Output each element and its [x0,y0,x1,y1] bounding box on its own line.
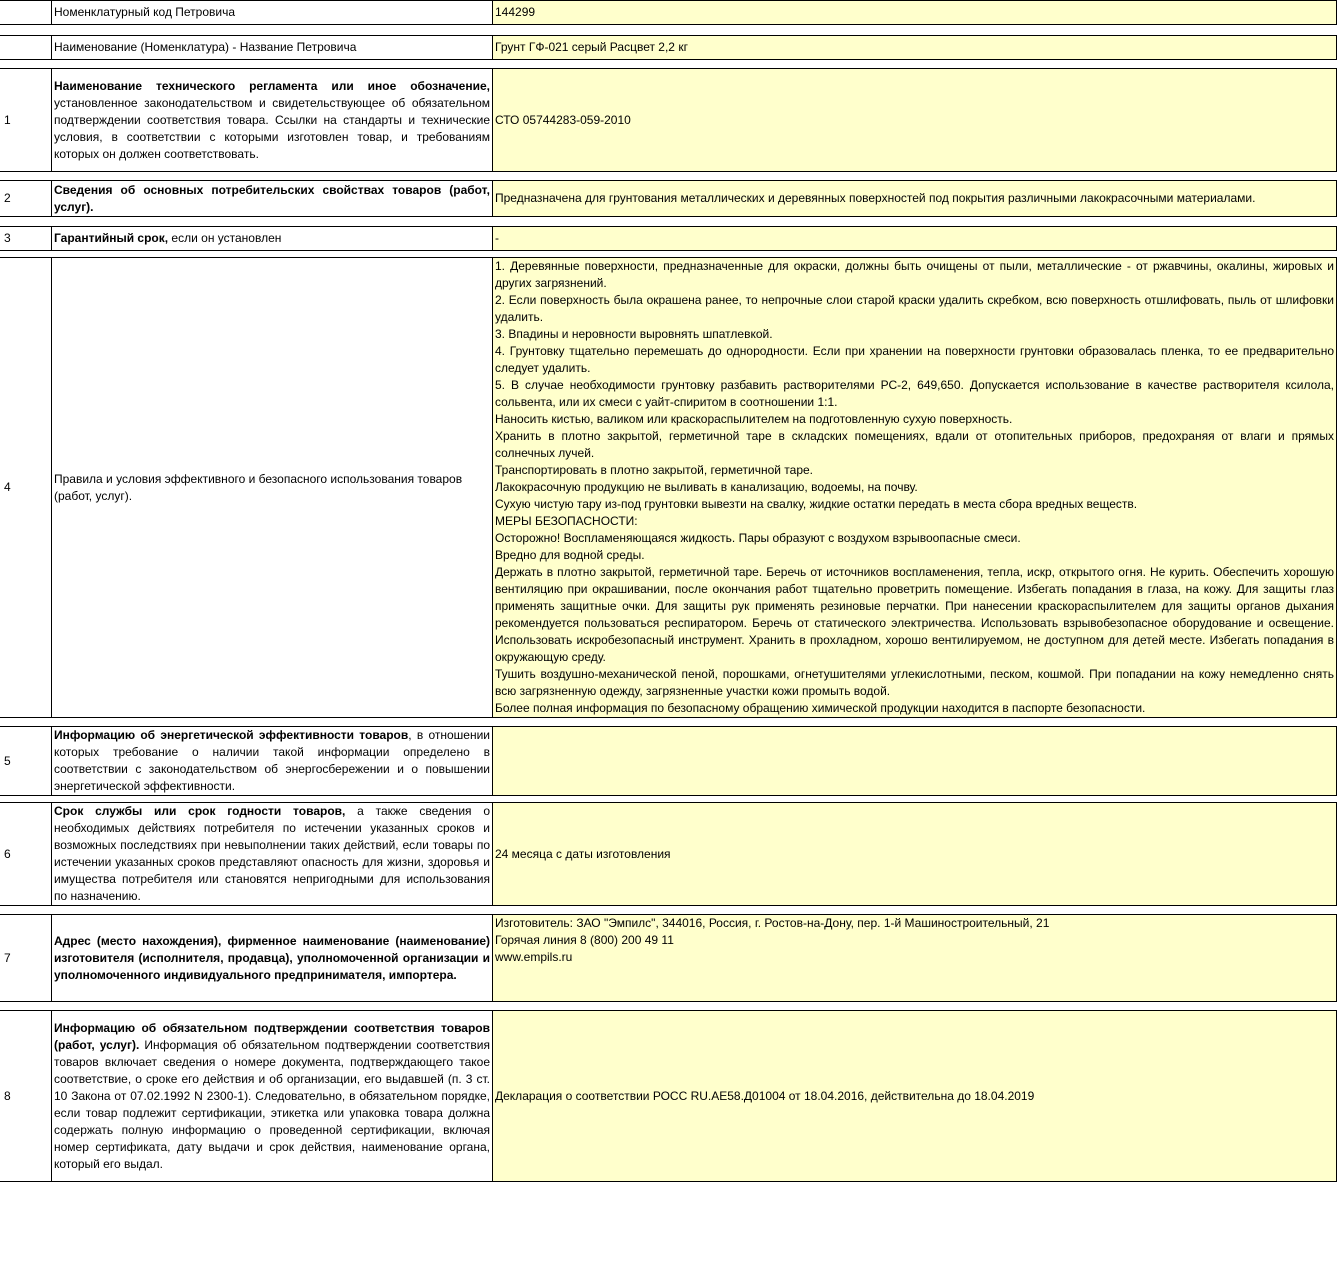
row-value: Предназначена для грунтования металлических и деревянных поверхностей под покрытия различными лакокрасочными материалами. [493,181,1337,216]
usage-line: 3. Впадины и неровности выровнять шпатлевкой. [495,327,773,341]
row-label [52,915,493,1001]
name-label: Наименование (Номенклатура) - Название Петровича [52,36,493,59]
row-label [52,1011,493,1181]
manufacturer-line: Изготовитель: ЗАО "Эмпилс", 344016, Россия, г. Ростов-на-Дону, пер. 1-й Машиностроительный, 21 [495,916,1050,930]
row-number: 8 [0,1011,52,1181]
row-label-rest: Правила и условия эффективного и безопасного использования товаров (работ, услуг). [54,471,463,503]
row-label [52,181,493,216]
usage-line: Хранить в плотно закрытой, герметичной таре в складских помещениях, вдали от отопительных приборов, предохраняя от влаги и прямых солнечных лучей. [495,429,1334,460]
row-label-bold: Информацию об энергетической эффективности товаров [54,728,409,742]
usage-line: Держать в плотно закрытой, герметичной таре. Беречь от источников воспламенения, тепла, искр, открытого огня. Не курить. Обеспечить хорошую вентиляцию при окрашивании, после окончания работ тщательно проветрить помещение. Избегать попадания в глаза, на кожу. Для защиты глаз применять защитные очки. Для защиты рук применять резиновые перчатки. При нанесении краскораспылителем для защиты органов дыхания рекомендуется пользоваться респиратором. Беречь от статического электричества. Использовать взрывобезопасное оборудование и освещение. Использовать искробезопасный инструмент. Хранить в прохладном, хорошо вентилируемом, не доступном для детей месте. Избегать попадания в окружающую среду. [495,565,1334,664]
code-value: 144299 [493,1,1337,24]
table-row [0,726,1337,796]
table-row [0,1010,1337,1182]
table-row [0,802,1337,906]
website-line: www.empils.ru [495,950,573,964]
usage-line: Лакокрасочную продукцию не выливать в канализацию, водоемы, на почву. [495,480,918,494]
name-num-cell [0,36,52,59]
row-number: 3 [0,227,52,250]
usage-line: 5. В случае необходимости грунтовку разбавить растворителями РС-2, 649,650. Допускается использование в качестве растворителя ксилола, сольвента, или их смеси с уайт-спиритом в соотношении 1:1. [495,378,1334,409]
usage-line: Транспортировать в плотно закрытой, герметичной таре. [495,463,813,477]
code-label: Номенклатурный код Петровича [52,1,493,24]
row-label [52,258,493,717]
hotline-line: Горячая линия 8 (800) 200 49 11 [495,933,674,947]
row-label-bold: Гарантийный срок, [54,231,169,245]
usage-line: Более полная информация по безопасному обращению химической продукции находится в паспорте безопасности. [495,701,1146,715]
row-label-rest: установленное законодательством и свидетельствующее об обязательном подтверждении соответствия товара. Ссылки на стандарты и технические условия, в соответствии с которыми изготовлен товар, и требованиям которых он должен соответствовать. [54,95,490,161]
usage-line: Наносить кистью, валиком или краскораспылителем на подготовленную сухую поверхность. [495,412,1013,426]
row-label-bold: Информацию об обязательном подтверждении соответствия товаров (работ, услуг). [54,1020,490,1052]
usage-line: Тушить воздушно-механической пеной, порошками, огнетушителями углекислотными, песком, кошмой. При попадании на кожу немедленно снять всю загрязненную одежду, загрязненные участки кожи промыть водой. [495,667,1334,698]
row-number: 1 [0,69,52,171]
row-value [493,727,1337,795]
row-value [493,258,1337,717]
row-label-bold: Адрес (место нахождения), фирменное наименование (наименование) изготовителя (исполнителя, продавца), уполномоченной организации и уполномоченного индивидуального предпринимателя, импортера. [54,933,490,982]
table-row [0,914,1337,1002]
name-row [0,35,1337,60]
usage-line: 2. Если поверхность была окрашена ранее, то непрочные слои старой краски удалить скребком, всю поверхность отшлифовать, пыль от шлифовки удалить. [495,293,1334,324]
row-label-bold: Сведения об основных потребительских свойствах товаров (работ, услуг). [54,182,490,214]
row-value: - [493,227,1337,250]
table-row [0,257,1337,718]
row-label [52,803,493,905]
usage-line: 1. Деревянные поверхности, предназначенные для окраски, должны быть очищены от пыли, металлические - от ржавчины, окалины, жировых и других загрязнений. [495,259,1334,290]
name-value: Грунт ГФ-021 серый Расцвет 2,2 кг [493,36,1337,59]
table-row [0,180,1337,217]
code-num-cell [0,1,52,24]
table-row [0,68,1337,172]
usage-line: Вредно для водной среды. [495,548,645,562]
row-label-rest: если он установлен [168,231,282,245]
row-number: 7 [0,915,52,1001]
row-label-rest: , в отношении которых требование о наличии такой информации определено в соответствии с законодательством об энергосбережении и о повышении энергетической эффективности. [54,728,491,793]
code-row [0,0,1337,25]
row-label-bold: Наименование технического регламента или иное обозначение, [54,78,490,93]
usage-line: МЕРЫ БЕЗОПАСНОСТИ: [495,514,638,528]
row-value [493,915,1337,1001]
row-label-rest: а также сведения о необходимых действиях потребителя по истечении указанных сроков и возможных последствиях при невыполнении таких действий, если товары по истечении указанных сроков представляют опасность для жизни, здоровья и имущества потребителя или становятся непригодными для использования по назначению. [54,804,490,903]
row-number: 5 [0,727,52,795]
row-label [52,69,493,171]
row-label-bold: Срок службы или срок годности товаров, [54,804,346,818]
row-number: 4 [0,258,52,717]
row-label-rest: Информация об обязательном подтверждении соответствия товаров включает сведения о номере документа, подтверждающего такое соответствие, о сроке его действия и об организации, его выдавшей (п. 3 ст. 10 Закона от 07.02.1992 N 2300-1). Следовательно, в обязательном порядке, если товар подлежит сертификации, этикетка или упаковка товара должна содержать полную информацию о проведенной сертификации, включая номер сертификата, дату выдачи и срок действия, наименование органа, который его выдал. [54,1037,490,1171]
usage-line: Сухую чистую тару из-под грунтовки вывезти на свалку, жидкие остатки передать в места сбора вредных веществ. [495,497,1138,511]
usage-line: 4. Грунтовку тщательно перемешать до однородности. Если при хранении на поверхности грунтовки образовалась пленка, то ее предварительно следует удалить. [495,344,1334,375]
row-number: 6 [0,803,52,905]
row-number: 2 [0,181,52,216]
usage-line: Осторожно! Воспламеняющаяся жидкость. Пары образуют с воздухом взрывоопасные смеси. [495,531,1021,545]
row-value: 24 месяца с даты изготовления [493,803,1337,905]
row-value: СТО 05744283-059-2010 [493,69,1337,171]
row-label [52,227,493,250]
row-label [52,727,493,795]
table-row [0,226,1337,251]
row-value: Декларация о соответствии РОСС RU.AE58.Д01004 от 18.04.2016, действительна до 18.04.2019 [493,1011,1337,1181]
